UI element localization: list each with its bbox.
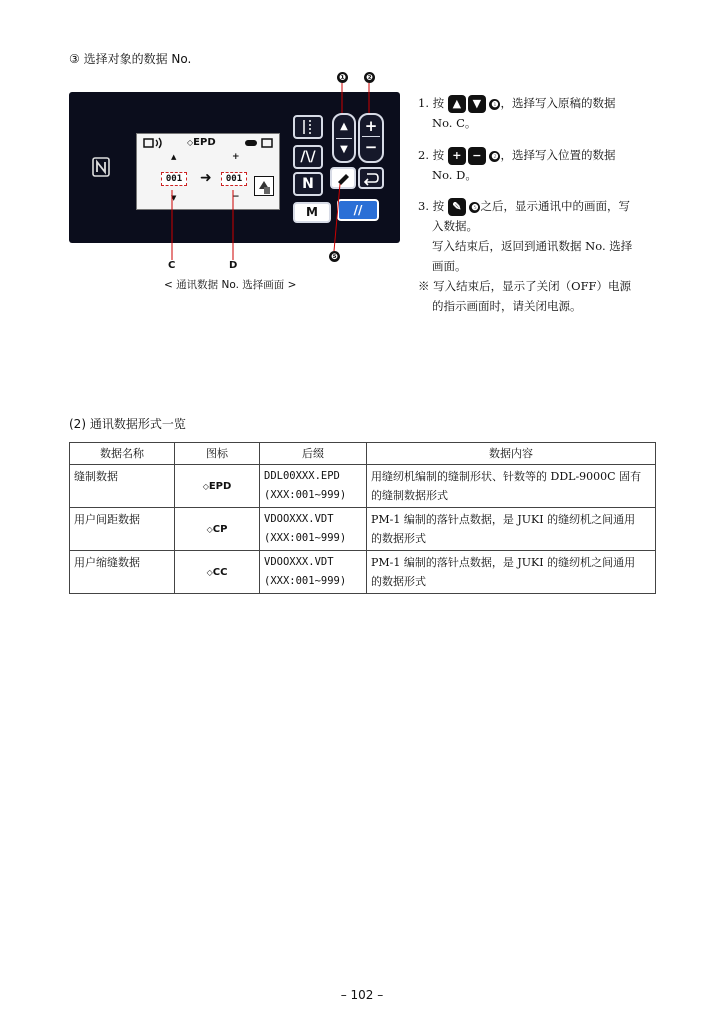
label-c: C xyxy=(168,260,176,271)
step-1 xyxy=(418,93,615,133)
step-3 xyxy=(418,196,632,276)
step-1-callout: ❶ xyxy=(491,98,499,109)
step-2-num: 2. 按 xyxy=(418,148,445,162)
row-name: 用户缩缝数据 xyxy=(70,551,175,594)
pencil-key-icon: ✎ xyxy=(448,198,466,216)
table-row xyxy=(70,465,656,508)
row-content-cont: 的数据形式 xyxy=(371,532,426,545)
step-1-text-b: No. C。 xyxy=(432,116,477,130)
step-2-callout: ❷ xyxy=(491,150,499,161)
plus-key[interactable]: + xyxy=(364,117,378,135)
plus-indicator: + xyxy=(232,152,240,162)
arrow-right-icon: ➜ xyxy=(200,170,212,186)
page-number: – 102 – xyxy=(340,988,384,1002)
step-2 xyxy=(418,145,615,185)
note xyxy=(418,276,631,316)
source-data-number: 001 xyxy=(161,172,187,186)
epd-format-icon: ◇EPD xyxy=(187,137,216,148)
row-content-cont: 的数据形式 xyxy=(371,575,426,588)
row-suffix: VDOOXXX.VDT xyxy=(264,556,334,568)
callout-2: ❷ xyxy=(364,72,375,83)
communication-key[interactable]: // xyxy=(337,199,379,221)
step-3-callout: ❺ xyxy=(471,201,479,212)
row-content: 用缝纫机编制的缝制形状、针数等的 DDL-9000C 固有 xyxy=(371,470,642,483)
row-suffix: VDOOXXX.VDT xyxy=(264,513,334,525)
step-3-text-b: 入数据。 xyxy=(432,219,478,233)
step-3-text-d: 画面。 xyxy=(432,259,467,273)
cp-icon-label: CP xyxy=(212,524,228,535)
step-3-text-a: 之后，显示通讯中的画面，写 xyxy=(480,199,630,213)
table-row xyxy=(70,508,656,551)
step-3-text-c: 写入结束后，返回到通讯数据 No. 选择 xyxy=(432,239,633,253)
header-icon: 图标 xyxy=(175,443,260,465)
section-heading: ③ 选择对象的数据 No. xyxy=(69,52,192,66)
minus-key-icon: − xyxy=(468,147,486,165)
target-data-number: 001 xyxy=(221,172,247,186)
epd-label: EPD xyxy=(193,137,216,148)
row-content-cont: 的缝制数据形式 xyxy=(371,489,448,502)
header-name: 数据名称 xyxy=(70,443,175,465)
note-text-b: 的指示画面时，请关闭电源。 xyxy=(432,299,582,313)
row-suffix-range: (XXX:001~999) xyxy=(264,532,347,544)
step-2-text-b: No. D。 xyxy=(432,168,477,182)
callout-5: ❺ xyxy=(329,251,340,262)
header-suffix: 后缀 xyxy=(260,443,367,465)
header-content: 数据内容 xyxy=(367,443,656,465)
row-suffix-range: (XXX:001~999) xyxy=(264,489,347,501)
step-3-num: 3. 按 xyxy=(418,199,445,213)
note-text-a: 写入结束后，显示了关闭（OFF）电源 xyxy=(433,279,632,293)
epd-icon-label: EPD xyxy=(208,481,232,492)
table-heading: (2) 通讯数据形式一览 xyxy=(69,417,186,431)
cp-icon: ◇ CP xyxy=(207,520,228,539)
table-row xyxy=(70,551,656,594)
format-table xyxy=(69,442,656,594)
down-key-icon: ▼ xyxy=(468,95,486,113)
up-key-icon: ▲ xyxy=(448,95,466,113)
row-content: PM-1 编制的落针点数据，是 JUKI 的缝纫机之间通用 xyxy=(371,513,636,526)
cc-icon-label: CC xyxy=(212,567,228,578)
down-indicator: ▼ xyxy=(171,194,177,202)
cc-icon: ◇ CC xyxy=(207,563,228,582)
row-suffix: DDL00XXX.EPD xyxy=(264,470,340,482)
minus-indicator: − xyxy=(232,192,240,202)
step-2-text-a: ，选择写入位置的数据 xyxy=(500,148,616,162)
plus-key-icon: + xyxy=(448,147,466,165)
row-suffix-range: (XXX:001~999) xyxy=(264,575,347,587)
up-indicator: ▲ xyxy=(171,153,177,161)
minus-key[interactable]: − xyxy=(364,138,378,156)
row-content: PM-1 编制的落针点数据，是 JUKI 的缝纫机之间通用 xyxy=(371,556,636,569)
step-1-text-a: ，选择写入原稿的数据 xyxy=(500,96,616,110)
row-name: 缝制数据 xyxy=(70,465,175,508)
mode-key[interactable]: M xyxy=(293,202,331,223)
up-key[interactable]: ▲ xyxy=(340,121,348,132)
row-name: 用户间距数据 xyxy=(70,508,175,551)
reverse-stitch-key[interactable]: /\/ xyxy=(293,145,323,169)
step-1-num: 1. 按 xyxy=(418,96,445,110)
figure-caption: < 通讯数据 No. 选择画面 > xyxy=(164,279,297,291)
n-key[interactable]: N xyxy=(293,172,323,196)
down-key[interactable]: ▼ xyxy=(340,144,348,155)
epd-icon: ◇ EPD xyxy=(203,477,232,496)
callout-1: ❶ xyxy=(337,72,348,83)
note-mark: ※ xyxy=(418,279,430,293)
table-header-row xyxy=(70,443,656,465)
label-d: D xyxy=(229,260,238,271)
